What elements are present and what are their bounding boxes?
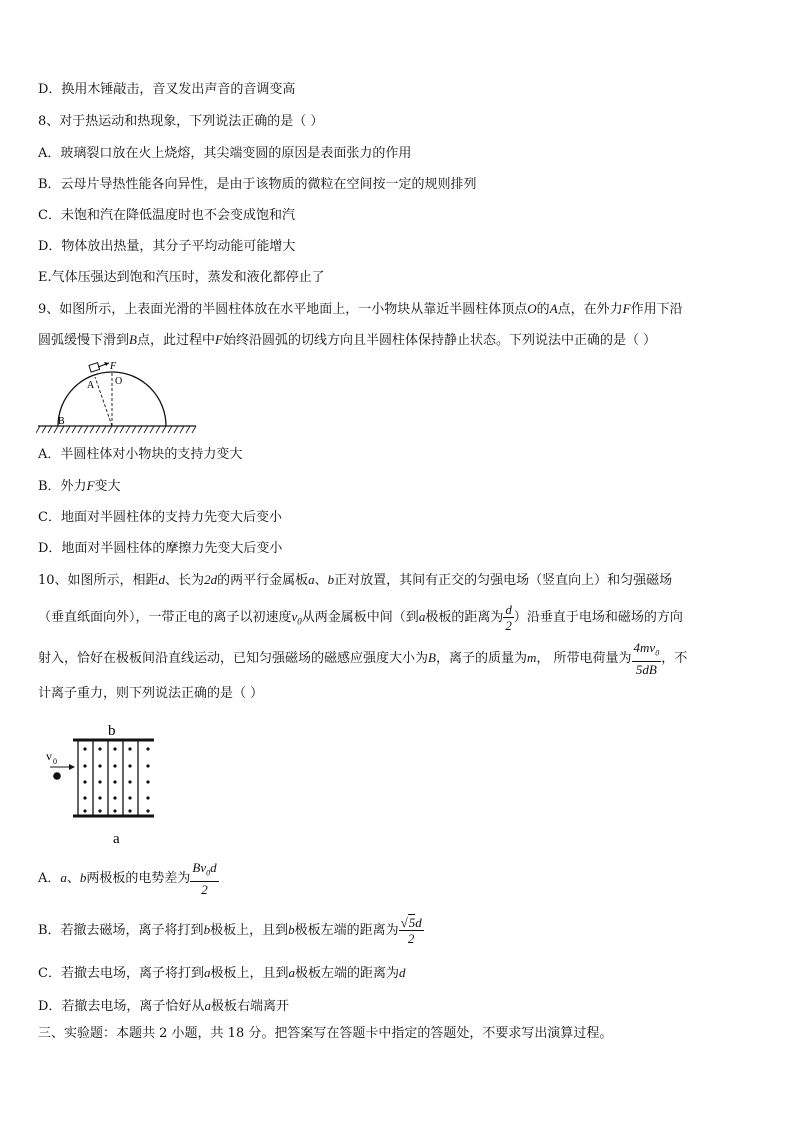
q10-fraction-charge: $\frac{4mv_0}{5dB}$	[633, 640, 660, 677]
q8-option-b: B．云母片导热性能各向异性，是由于该物质的微粒在空间按一定的规则排列	[38, 177, 477, 192]
q10-option-a: A．a、b两极板的电势差为 $\frac{Bv_0d}{2}$	[38, 860, 217, 897]
q8-option-c: C．未饱和汽在降低温度时也不会变成饱和汽	[38, 208, 295, 223]
q8-option-a: A．玻璃裂口放在火上烧熔，其尖端变圆的原因是表面张力的作用	[38, 146, 412, 161]
q10-option-c: C．若撤去电场，离子将打到a极板上，且到a极板左端的距离为d	[38, 965, 406, 981]
q9-stem-line2: 圆弧缓慢下滑到B点，此过程中F始终沿圆弧的切线方向且半圆柱体保持静止状态。下列说法中正确的是（ ）	[38, 332, 657, 348]
q9-figure-label-o: O	[115, 376, 123, 387]
q10-stem-line1: 10、如图所示，相距d、长为2d的两平行金属板a、b正对放置，其间有正交的匀强电场（竖直向上）和匀强磁场	[38, 572, 673, 588]
q9-semicylinder-figure	[36, 360, 198, 436]
q10-plates-figure	[40, 718, 170, 848]
q9-figure-label-f: F	[110, 361, 117, 372]
q8-stem: 8、对于热运动和热现象，下列说法正确的是（ ）	[38, 114, 324, 129]
q10-fraction-d-over-2: $\frac{d}{2}$	[505, 602, 512, 633]
q10-optA-fraction: $\frac{Bv_0d}{2}$	[192, 860, 217, 897]
q10-stem-line3: 射入，恰好在极板间沿直线运动，已知匀强磁场的磁感应强度大小为B，离子的质量为m， 所带电荷量为 $\frac{4mv_0}{5dB}$ ，不	[38, 640, 688, 677]
q9-stem-line1: 9、如图所示，上表面光滑的半圆柱体放在水平地面上，一小物块从靠近半圆柱体顶点O的A点，在外力F作用下沿	[38, 301, 683, 317]
q9-option-d: D．地面对半圆柱体的摩擦力先变大后变小	[38, 541, 283, 556]
q9-figure-label-b: B	[58, 416, 65, 427]
q8-option-d: D．物体放出热量，其分子平均动能可能增大	[38, 239, 296, 254]
q10-figure-label-v0: v	[46, 749, 52, 763]
q10-option-b: B．若撤去磁场，离子将打到b极板上，且到b极板左端的距离为 $\frac{√5d}{2}$	[38, 915, 422, 946]
q10-optB-fraction: $\frac{√5d}{2}$	[400, 915, 422, 946]
q10-figure-label-a: a	[113, 831, 120, 847]
q8-option-e: E.气体压强达到饱和汽压时，蒸发和液化都停止了	[38, 270, 325, 285]
section-3-heading: 三、实验题：本题共 2 小题，共 18 分。把答案写在答题卡中指定的答题处，不要求写出演算过程。	[38, 1026, 613, 1041]
q10-figure-label-v0-sub: 0	[53, 757, 57, 766]
q9-figure-label-a: A	[87, 380, 95, 391]
q10-figure-label-b: b	[108, 723, 116, 739]
q9-option-b: B．外力F变大	[38, 478, 121, 494]
q10-option-d: D．若撤去电场，离子恰好从a极板右端离开	[38, 998, 289, 1014]
q7-option-d: D．换用木锤敲击，音叉发出声音的音调变高	[38, 82, 296, 97]
q10-stem-line2: （垂直纸面向外），一带正电的离子以初速度$v_0$从两金属板中间（到a极板的距离为 $\frac{d}{2}$ ）沿垂直于电场和磁场的方向	[38, 602, 683, 633]
q10-stem-line4: 计离子重力，则下列说法正确的是（ ）	[38, 686, 264, 701]
q9-option-c: C．地面对半圆柱体的支持力先变大后变小	[38, 510, 282, 525]
q9-option-a: A．半圆柱体对小物块的支持力变大	[38, 447, 243, 462]
ion-dot	[53, 772, 61, 780]
